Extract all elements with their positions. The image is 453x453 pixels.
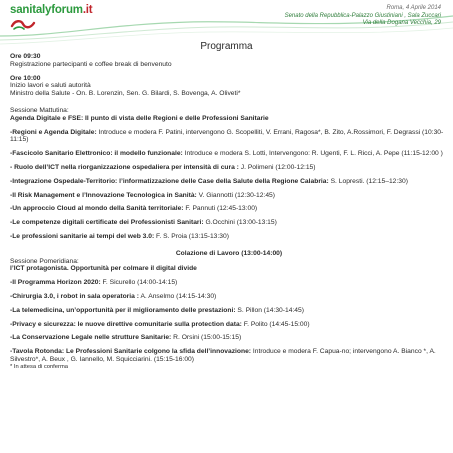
afternoon-session-label: Sessione Pomeridiana: xyxy=(10,257,79,265)
event-venue: Senato della Repubblica-Palazzo Giustiniani , Sala Zuccari xyxy=(284,12,441,19)
logo xyxy=(10,4,92,32)
morning-session-theme: Agenda Digitale e FSE: Il punto di vista delle Regioni e delle Professioni Sanitarie xyxy=(10,114,269,122)
program-item: -Regioni e Agenda Digitale: Introduce e modera F. Patini, intervengono G. Scopelliti, V. Errani, Ragosa*, B. Zito, A.Rossimori, F. Degrassi (10:30-11:15) xyxy=(10,128,444,144)
logo-text: sanitalyforum.it xyxy=(10,4,93,16)
page-title: Programma xyxy=(200,41,253,52)
program-content xyxy=(10,53,448,372)
program-item: -Le competenze digitali certificate dei Professionisti Sanitari: G.Occhini (13:00-13:15) xyxy=(10,219,277,227)
event-address: Via della Dogana Vecchia, 29 xyxy=(362,20,441,26)
program-item: -Un approccio Cloud al mondo della Sanità territoriale: F. Pannuti (12:45-13:00) xyxy=(10,205,258,213)
program-item: -Il Risk Management e l’Innovazione Tecnologica in Sanità: V. Giannotti (12:30-12:45) xyxy=(10,191,275,199)
opening-text-2b: Ministro della Salute - On. B. Lorenzin, Sen. G. Bilardi, S. Bovenga, A. Oliveti* xyxy=(10,90,241,98)
program-item: - Ruolo dell’ICT nella riorganizzazione ospedaliera per intensità di cura : J. Polimeni (12:00-12:15) xyxy=(10,163,316,171)
program-item: -La Conservazione Legale nelle strutture Sanitarie: R. Orsini (15:00-15:15) xyxy=(10,334,242,342)
program-item: -Fascicolo Sanitario Elettronico: il modello funzionale: Introduce e modera S. Lotti, Intervengono: R. Ugenti, F. L. Ricci, A. Pepe (11:15-12:00 ) xyxy=(10,150,443,158)
program-item: -Il Programma Horizon 2020: F. Sicurello (14:00-14:15) xyxy=(10,279,178,287)
program-item: -La telemedicina, un’opportunità per il miglioramento delle prestazioni: S. Pillon (14:30-14:45) xyxy=(10,306,304,314)
program-item: -Tavola Rotonda: Le Professioni Sanitarie colgono la sfida dell’innovazione: Introduce e modera F. Capua-no; intervengono A. Bianco *, A. Silvestro*, A. Beux , G. Iannello, M. Squicciarini. (15:15-16:00) xyxy=(10,348,436,363)
afternoon-session-theme: l’ICT protagonista. Opportunità per colmare il digital divide xyxy=(10,265,197,273)
program-item: -Le professioni sanitarie ai tempi del web 3.0: F. S. Proia (13:15-13:30) xyxy=(10,232,229,240)
program-item: -Privacy e sicurezza: le nuove direttive comunitarie sulla protection data: F. Polito (14:45-15:00) xyxy=(10,320,310,328)
lunch-break: Colazione di Lavoro (13:00-14:00) xyxy=(175,249,283,257)
morning-session-label: Sessione Mattutina: xyxy=(10,106,69,114)
event-info xyxy=(285,5,441,28)
footnote: * In attesa di conferma xyxy=(10,363,69,370)
opening-time-1: Ore 09:30 xyxy=(10,53,41,60)
opening-time-2: Ore 10:00 xyxy=(10,74,41,82)
program-item: -Chirurgia 3.0, i robot in sala operatoria : A. Anselmo (14:15-14:30) xyxy=(10,292,217,300)
opening-text-1: Registrazione partecipanti e coffee break di benvenuto xyxy=(10,60,172,68)
opening-text-2a: Inizio lavori e saluti autorità xyxy=(10,82,91,90)
logo-swirl-icon xyxy=(10,18,36,32)
event-date: Roma, 4 Aprile 2014 xyxy=(386,5,441,11)
program-item: -Integrazione Ospedale-Territorio: l’informatizzazione delle Case della Salute della Regione Calabria: S. Lopresti. (12:15–12:30) xyxy=(10,177,408,185)
